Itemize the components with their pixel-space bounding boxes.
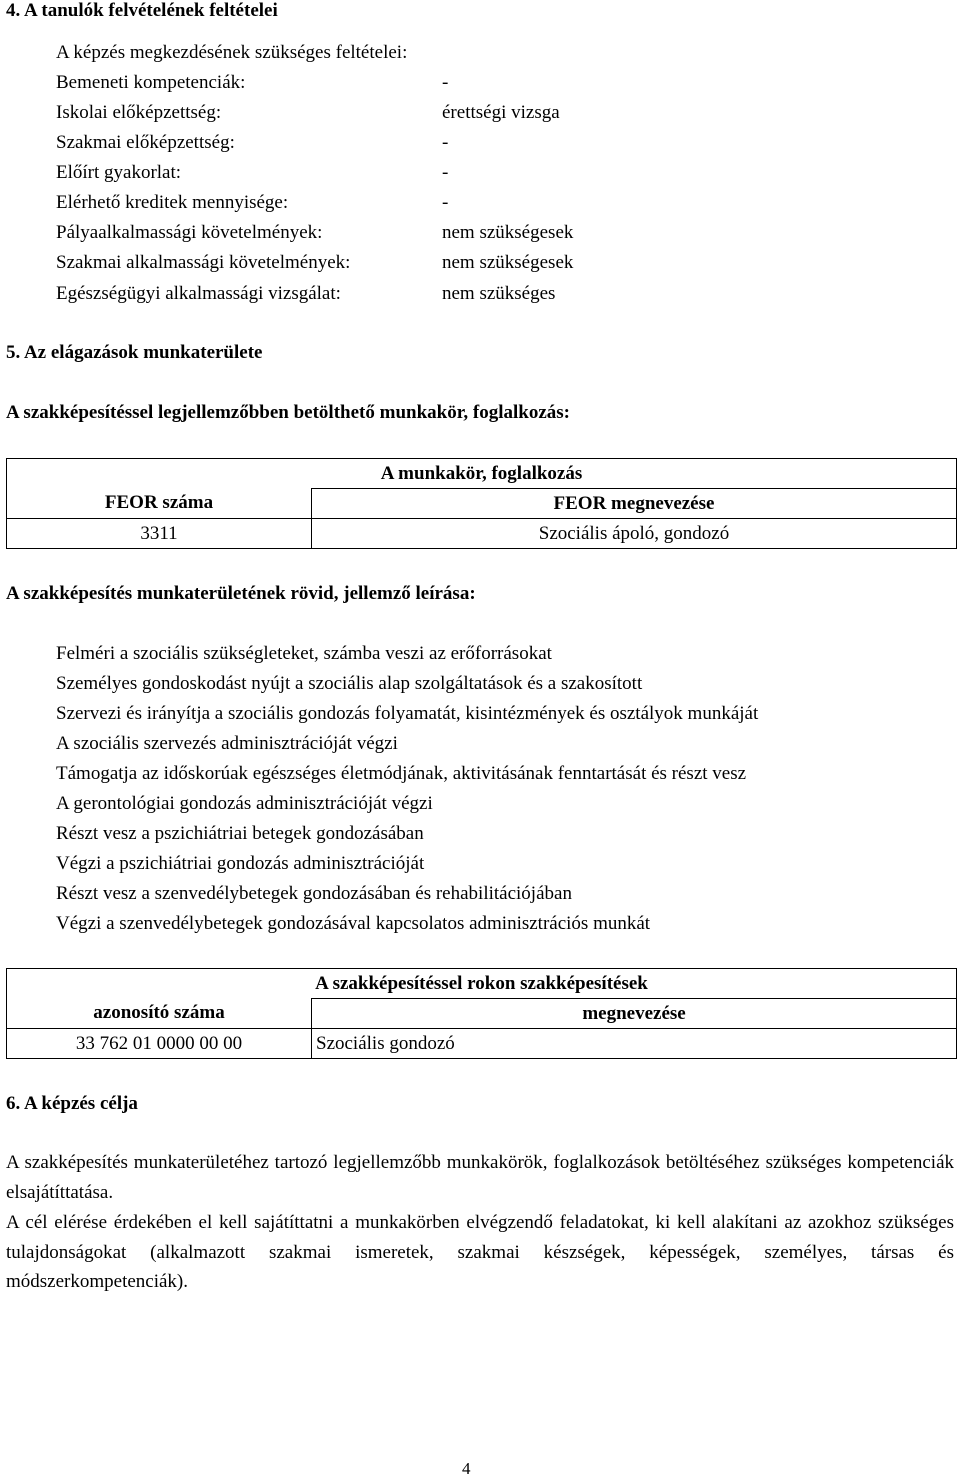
req-label-practice: Előírt gyakorlat: <box>56 162 182 183</box>
list-item: Felméri a szociális szükségleteket, számba veszi az erőforrásokat <box>56 643 552 664</box>
req-label-health-exam: Egészségügyi alkalmassági vizsgálat: <box>56 283 341 304</box>
description-heading: A szakképesítés munkaterületének rövid, jellemző leírása: <box>6 583 476 604</box>
req-label-career-aptitude: Pályaalkalmassági követelmények: <box>56 222 323 243</box>
req-label-professional-education: Szakmai előképzettség: <box>56 132 235 153</box>
related-qualifications-table <box>6 968 957 1059</box>
req-label-credits: Elérhető kreditek mennyisége: <box>56 192 289 213</box>
req-value-career-aptitude: nem szükségesek <box>442 222 574 243</box>
requirements-intro: A képzés megkezdésének szükséges feltételei: <box>56 42 408 63</box>
list-item: Személyes gondoskodást nyújt a szociális alap szolgáltatások és a szakosított <box>56 673 643 694</box>
section-5-heading: 5. Az elágazások munkaterülete <box>6 342 263 363</box>
req-value-health-exam: nem szükséges <box>442 283 556 304</box>
list-item: Végzi a pszichiátriai gondozás adminisztrációját <box>56 853 425 874</box>
goal-paragraph-1: A szakképesítés munkaterületéhez tartozó legjellemzőbb munkakörök, foglalkozások betöltéséhez szükséges kompetenciák elsajátíttatása. <box>6 1152 954 1203</box>
list-item: A szociális szervezés adminisztrációját végzi <box>56 733 398 754</box>
req-value-practice: - <box>442 162 449 183</box>
related-id-header: azonosító száma <box>7 999 312 1029</box>
related-table-title: A szakképesítéssel rokon szakképesítések <box>7 969 957 999</box>
section-6-heading: 6. A képzés célja <box>6 1093 138 1114</box>
related-name-cell: Szociális gondozó <box>312 1029 957 1059</box>
section-4-heading: 4. A tanulók felvételének feltételei <box>6 0 278 21</box>
list-item: Támogatja az időskorúak egészséges életmódjának, aktivitásának fenntartását és részt vesz <box>56 763 747 784</box>
list-item: Szervezi és irányítja a szociális gondozás folyamatát, kisintézmények és osztályok munkáját <box>56 703 759 724</box>
related-name-header: megnevezése <box>312 999 957 1029</box>
req-label-input-competencies: Bemeneti kompetenciák: <box>56 72 246 93</box>
req-value-credits: - <box>442 192 449 213</box>
related-id-cell: 33 762 01 0000 00 00 <box>7 1029 312 1059</box>
list-item: A gerontológiai gondozás adminisztrációját végzi <box>56 793 433 814</box>
feor-name-cell: Szociális ápoló, gondozó <box>312 519 957 549</box>
req-value-professional-aptitude: nem szükségesek <box>442 252 574 273</box>
req-value-professional-education: - <box>442 132 449 153</box>
occupation-table <box>6 458 957 549</box>
feor-code-cell: 3311 <box>7 519 312 549</box>
list-item: Részt vesz a pszichiátriai betegek gondozásában <box>56 823 424 844</box>
req-value-school-education: érettségi vizsga <box>442 102 560 123</box>
req-label-professional-aptitude: Szakmai alkalmassági követelmények: <box>56 252 351 273</box>
feor-code-header: FEOR száma <box>7 489 312 519</box>
table-row <box>7 1029 957 1059</box>
req-label-school-education: Iskolai előképzettség: <box>56 102 222 123</box>
goal-paragraph-2: A cél elérése érdekében el kell sajátíttatni a munkakörben elvégzendő feladatokat, ki kell alakítani az azokhoz szükséges tulajdonságokat (alkalmazott szakmai ismeretek, szakmai készségek, képességek, személyes, társas és módszerkompetenciák). <box>6 1212 954 1292</box>
page-number: 4 <box>462 1459 471 1478</box>
occupation-table-title: A munkakör, foglalkozás <box>7 459 957 489</box>
list-item: Végzi a szenvedélybetegek gondozásával kapcsolatos adminisztrációs munkát <box>56 913 651 934</box>
req-value-input-competencies: - <box>442 72 449 93</box>
feor-name-header: FEOR megnevezése <box>312 489 957 519</box>
list-item: Részt vesz a szenvedélybetegek gondozásában és rehabilitációjában <box>56 883 572 904</box>
occupation-subheading: A szakképesítéssel legjellemzőbben betölthető munkakör, foglalkozás: <box>6 402 571 423</box>
table-row <box>7 519 957 549</box>
